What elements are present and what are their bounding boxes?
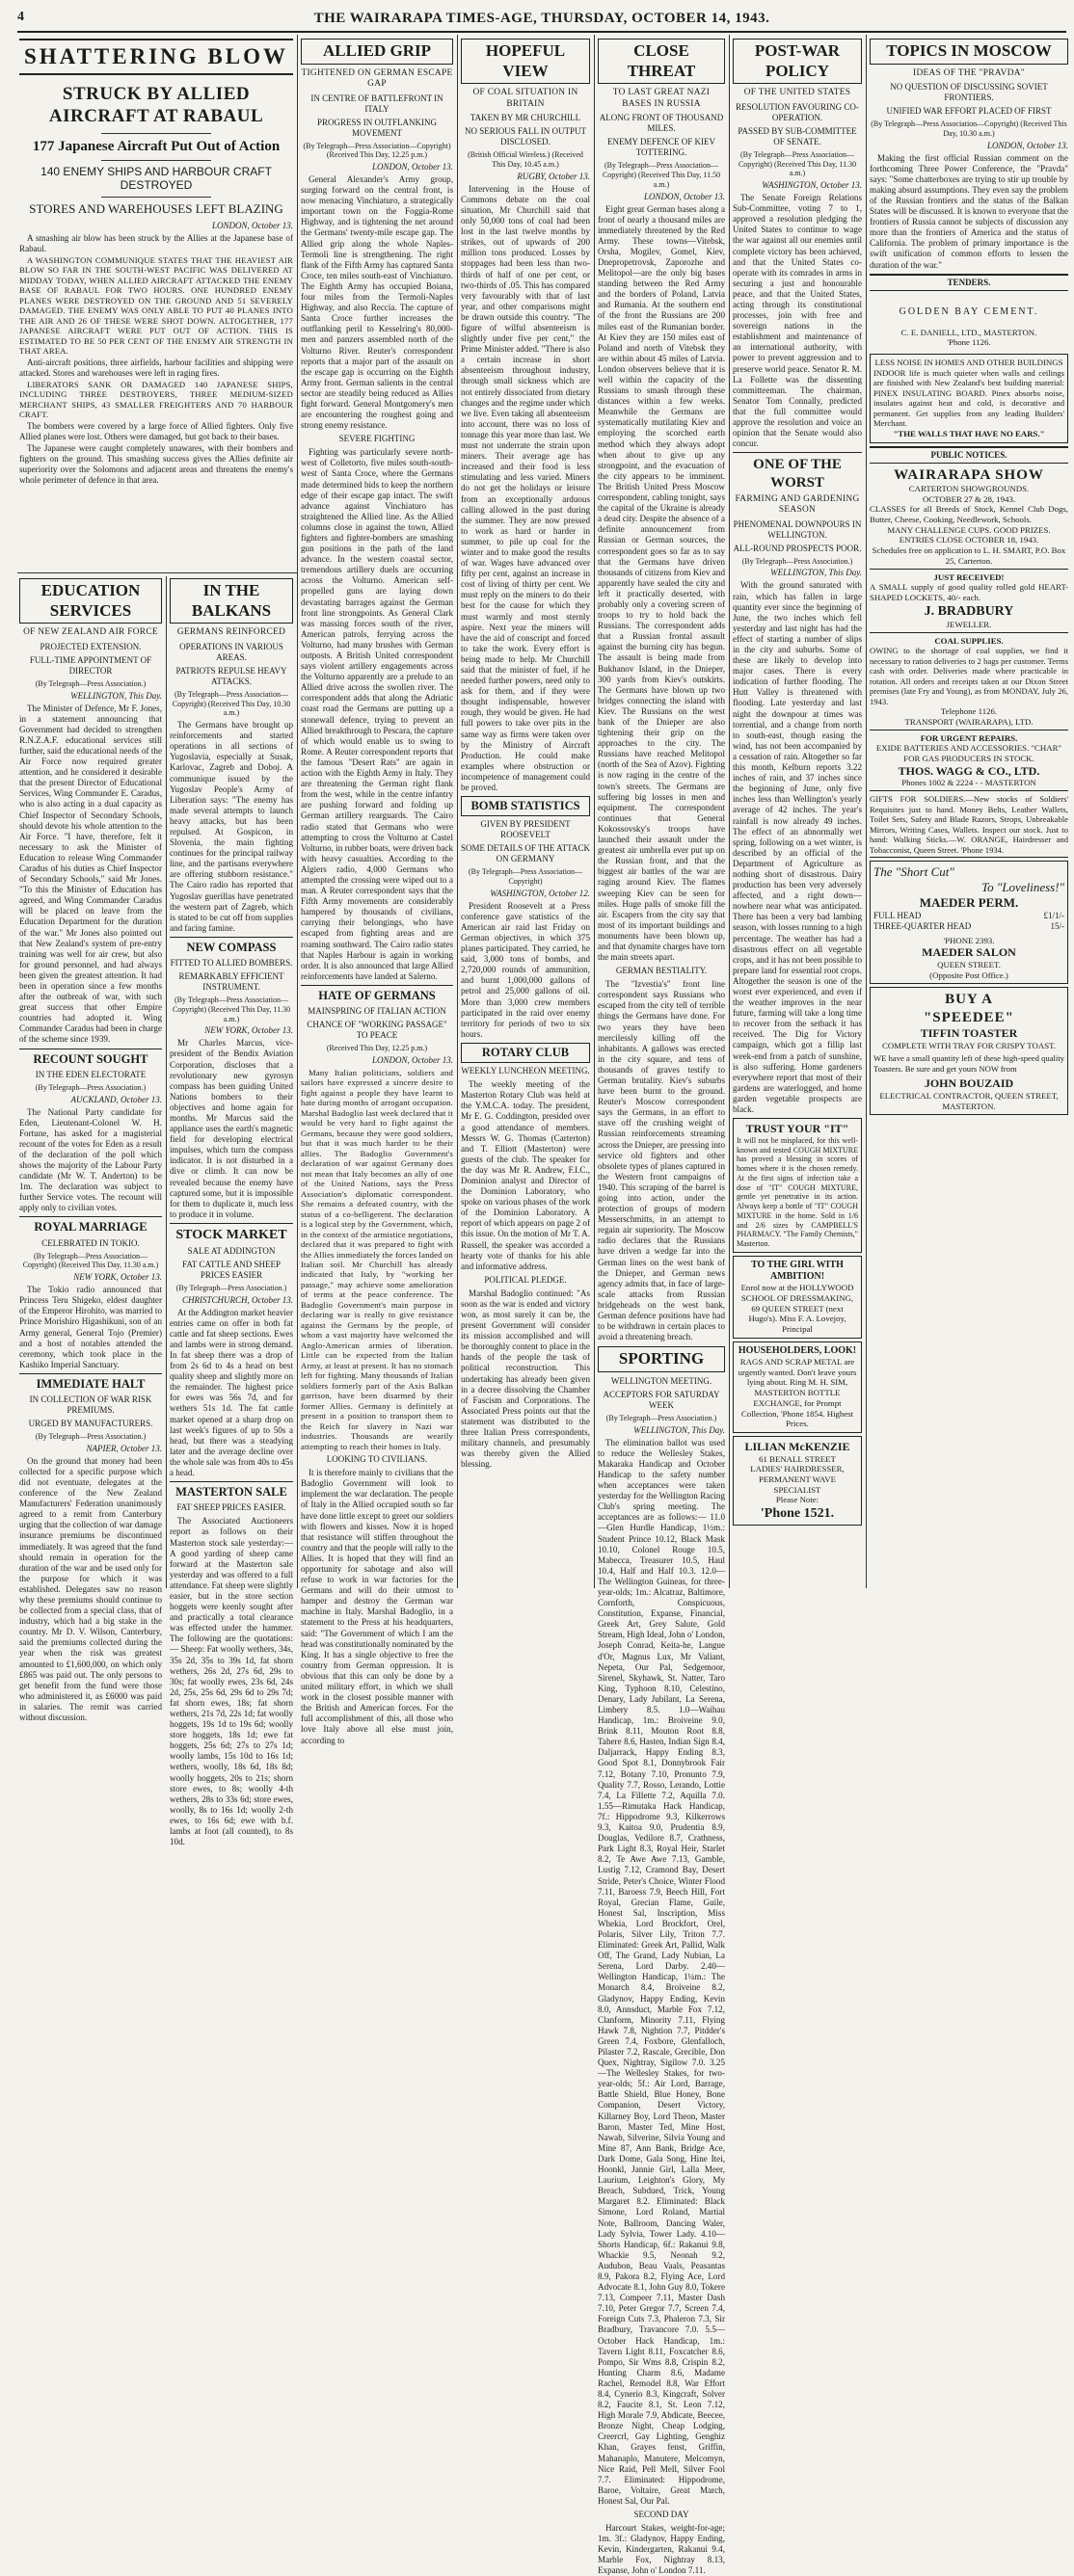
ad-title: TRUST YOUR "IT" bbox=[745, 1122, 849, 1136]
compass-headline: NEW COMPASS bbox=[170, 937, 293, 955]
dateline: LONDON, October 13. bbox=[371, 1054, 453, 1065]
sporting-headline: SPORTING bbox=[598, 1346, 725, 1372]
dateline: WELLINGTON, This Day. bbox=[633, 1424, 725, 1435]
dateline: WELLINGTON, This Day. bbox=[770, 568, 862, 578]
article-body: Intervening in the House of Commons debate on the coal situation, Mr Churchill said that only 50,000 tons of coal had been lost in the last twelve months by strikes, out of upwards of 200 million tons produced. Losses by stoppages had been less than two-thirds of half of one per cent, or two-thirds of .05. This has compared very favourably with that of last year, and other comparisons might be drawn outside this country. "The figure of wilful absenteeism is slightly under five per cent," the Prime Minister added. "There is also a certain increase in short absenteeism throughout industry, through small sickness which are not entirely dissociated from dietary changes and the regime under which we live. Even taking all absenteeism into account, there was no loss of tonnage this year more than last. We must not underrate the strain upon miners. Their average age has increased and their food is less stimulating and less varied. Miners do not get the holidays or leisure from an exceptionally arduous calling allowed in the past during the summer. They are now pressed to work as hard or harder in summer, to pile up coal for the winter and to make good the results of war. Wages have advanced over fifty per cent, against an increase in cost of living of thirty per cent. We must reply on the miners to do their best for the cause for which they must warmly and most sternly aspire. Next year the miners will have the aid of conscript and forced to take the work. Every effort is being made to help. Mr Churchill said that the minister of fuel, if he needed further powers, need only to ask for them, and if they were thought indispensable, however rough, they would be given. He had full powers to take over pits in the same way as firms were taken over by the Ministry of Aircraft Production. He could make examples where obstruction or incompetence of management could be proved. bbox=[461, 183, 590, 793]
post-war-deck: PASSED BY SUB-COMMITTEE OF SENATE. bbox=[738, 125, 857, 146]
masthead-title: THE WAIRARAPA TIMES-AGE, THURSDAY, OCTOBER 14, 1943. bbox=[313, 11, 770, 26]
credit-line: (By Telegraph—Press Association.) bbox=[35, 678, 147, 688]
article-body: With the ground saturated with rain, which has fallen in large quantity ever since the beginning of June, the two inches which fell yesterday and last night has had the effect of starting a number of slips in the city and suburbs. Some of these are likely to develop into major cases. There is every indication of further flooding. The Hutt Valley is threatened with flooding. Late yesterday and last night the downpour at times was torrential, and a change from north to south-east, though easing the wind, has not been accompanied by a cessation of rain. Altogether so far this month, Kelburn reports 3.22 inches of rain, and 37 inches since the beginning of June, only five inches less than Wellington's yearly average of 42 inches. The year's rainfall is now already 49 inches. The effect of an abnormally wet spring, following on a wet winter, is described by an official of the Department of Agriculture as nothing short of disastrous. Dairy production has been very adversely affected, and a right down—nowhere near what was anticipated. There has been a very bad lambing season, with losses running to a high percentage. The weather has had a disastrous effect on all vegetable crops, and it has not been possible to prepare land for essential root crops. Altogether the season is one of the worst ever experienced, and even if the weather improves in the near future, farming will take a long time to recover from the setback it has received. The Dig for Victory campaign, which got a fillip last week-end from a patch of sunshine, is also suffering. Home gardeners everywhere report that most of their gardens are waterlogged, and home garden vegetable prospects are black. bbox=[733, 580, 862, 1115]
credit-line: (By Telegraph—Press Association—Copyright) (Received This Day, 11.30 a.m.) bbox=[738, 149, 857, 178]
ad-name: LILIAN McKENZIE bbox=[744, 1439, 850, 1453]
sporting-deck: ACCEPTORS FOR SATURDAY WEEK bbox=[603, 1390, 720, 1410]
subheading: POLITICAL PLEDGE. bbox=[484, 1274, 567, 1285]
hate-germans-headline: HATE OF GERMANS bbox=[301, 985, 453, 1003]
show-cups: MANY CHALLENGE CUPS. GOOD PRIZES. bbox=[887, 524, 1051, 535]
allied-grip-headline: ALLIED GRIP bbox=[301, 39, 453, 65]
credit-line: (By Telegraph—Press Association—Copyright) (Received This Day, 11.50 a.m.) bbox=[602, 161, 721, 189]
education-deck: FULL-TIME APPOINTMENT OF DIRECTOR bbox=[29, 654, 152, 676]
article-body: General Alexander's Army group, surging forward on the central front, is now menacing Vinchiaturo, a strategically important town on the Foggia-Rome Highway, and is tightening the net around the Germans' twenty-mile escape gap. The Allied grip along the whole Naples-Termoli line is strengthening. The right flank of the Fifth Army has captured Santa Croce, ten miles south-east of Vinchiaturo. The Eighth Army has occupied Boiana, four miles from the Termoli-Naples Highway, and also Reccia. The capture of Santa Croce further increases the outflanking peril to Kesselring's 80,000-men and panzers assembled north of the Volturno River. Reuter's correspondent reports that a major part of the assault on the escape gap is occurring on the Eighth Army front. German salients in the central sector are steadily being reduced as Allies fight forward. General Montgomery's men are encountering the roughest going and strong enemy resistance. bbox=[301, 174, 453, 431]
subheading: GERMAN BESTIALITY. bbox=[615, 966, 708, 976]
tender-body: GOLDEN BAY CEMENT. bbox=[899, 305, 1039, 317]
post-war-headline: POST-WAR POLICY bbox=[733, 39, 862, 84]
show-entries: ENTRIES CLOSE OCTOBER 18, 1943. bbox=[899, 535, 1039, 545]
post-war-deck: RESOLUTION FAVOURING CO-OPERATION. bbox=[736, 101, 859, 122]
perm-ad bbox=[870, 861, 1068, 984]
article-body: The weekly meeting of the Masterton Rotary Club was held at the Y.M.C.A. today. The president, Mr E. G. Coddington, presided over a good attendance of members. Messrs W. G. Thomas (Carterton) and T. Elliott (Masterton) were guests of the club. The speaker for the day was Mr R. Andrew, F.I.C., Dominion analyst and Director of the Dominion Laboratory, who spoke on various phases of the work of the Dominion Laboratory. A report of which appears on page 2 of this issue. On the motion of Mr T. A. Russell, the speaker was accorded a hearty vote of thanks for his able and informative address. bbox=[461, 1079, 590, 1271]
article-body: The elimination ballot was used to reduce the Wellesley Stakes, Makaraka Handicap and October Handicap to the safety number when acceptances were taken yesterday for the Wellington Racing Club's spring meeting. The acceptances are as follows:— 11.0—Glen Hurdle Handicap, 1½m.: Student Prince 10.12, Black Mask 10.10, Colonel Rouge 10.5, Mabecca, Treasurer 10.5, Haul 10.4, Half and Half 10.3. 12.0—The Wellington Guineas, for three-year-olds; 1m.: Alcatraz, Baltimore, Cornforth, Conspicuous, Constitution, Expanse, Financial, Greek Art, Grey Salute, Gold Stream, High Ideal, John o' London, Joseph Conrad, Keita-he, Langue d'Or, Magnus Lux, Mr Valiant, Nepeta, Our Pal, Sedgemoor, Sirenel, Skyhawk, St. Natter, Taro King, Typhoon 8.10, Celestino, Denary, Lady Jubilant, La Serena, Limbery 8.5. 1.0—Waihau Handicap, 1m.: Broiveine 9.0, Brink 8.11, Mouton Root 8.8, Tahere 8.6, Hasten, Indian Sign 8.4, Daljarrack, Happy Ending 8.3, Good Spot 8.1, Donnybrook Fair 7.12, Botany 7.10, Pronunto 7.9, Quality 7.7, Rosso, Lerando, Lottie 7.4, La Fillette 7.2, Aquilla 7.0. 1.55—Rimutaka Hack Handicap, 7f.: Hippodrome 9.3, Kilkerrows 9.3, Kaitoa 9.0, Prudentia 8.9, Douglas, Vedilore 8.7, Crathness, Park Light 8.3, Royal Heir, Starlet 8.2, Te Awe Awe 7.13, Gamble, Lustig 7.12, Cramond Bay, Desert Stride, Peter's Choice, Winter Flood 7.11, Baroess 7.9, Beech Hill, Fort Royal, Grecian Flame, Guile, Honest Sal, Inscription, Miss Whekia, Lord Brockfort, Orel, Polaris, Silver Lily, Triton 7.7. Eliminated: Greek Art, Pallid, Walk Off, The Grand, Lady Nubian, La Serena, Lord Darby. 2.40—Wellington Handicap, 1¼m.: The Monarch 8.4, Broiveine 8.2, Gladynov, Happy Ending, Kevin 8.0, Annsduct, Marble Fox 7.12, Clanform, Minority 7.11, Flying Hawk 7.8, Nightion 7.7, Pitdder's Green 7.4, Foxbore, Glenfalloch, Pilaster 7.2, Rascale, Grecible, Don Quex, Nightray, Sigilow 7.0. 3.25—The Wellesley Stakes, for two-year-olds; 5f.: Air Lord, Barrage, Battle Shield, Blue Honey, Bone Companion, Desert Victory, Killarney Boy, Lord Theon, Master Baron, Master Ted, Mine Host, Nawab, Silverine, Silvia Young and Mine 87, Ann Bank, Bridge Ace, Dark Dome, Gala Song, Hine Itei, Hoonkl, Jannie Girl, Lalla Meer, Laurium, Leighton's Glory, My Breach, Subdued, Trick, Young Margaret 8.2. Eliminated: Black Simone, Lord Roland, Martial Note, Ballroom, Dancing Waler, Lady Sylvia, Tower Lady. 4.10—Shorts Handicap, 6f.: Rakanui 9.8, Whackie 9.5, Neonah 9.2, Audubon, Beau Vaals, Peasantas 8.9, Pakora 8.2, Flying Ace, Lord Advocate 8.1, John Guy 8.0, Tokere 7.13, Compeer 7.11, Master Dash 7.10, Peter Gregor 7.7, Screen 7.4, Foreign Cuts 7.3, Phaleron 7.3, Sir Bradbury, Travancore 7.0. 5.5—October Hack Handicap, 1m.: Tavern Light 8.11, Foxcatcher 8.6, Pompo, Sir Wms 8.8, Crispin 8.2, Hunting Charm 8.6, Madame Rachel, Remodel 8.8, War Effort 8.4, Cynerio 8.3, Kingcraft, Solver 8.2, Faucite 8.1, St. Leon 7.12, High Morale 7.9, Abdicate, Beecee, Bronze Night, Cheap Lodging, Creercrl, Gay Lighting, Genghiz Khan, Grayes fenst, Griffin, Mahanaplo, Manutere, Melcomyn, Nice Raid, Pell Mell, Silver Fool 7.7. Eliminated: Hippodrome, Baroe, Voltaire, Great March, Honest Sal, Our Pal. bbox=[598, 1437, 725, 2506]
column-rule bbox=[729, 35, 730, 1588]
credit-line: (By Telegraph—Press Association—Copyright) (Received This Day, 11.30 a.m.) bbox=[22, 1251, 159, 1270]
article-body: Mr Charles Marcus, vice-president of the Bendix Aviation Corporation, discloses that a revolutionary new gyrosyn compass has been guiding United Nations bombers to their objectives and home again for months. Mr Marcus said the appliance uses the earth's magnetic field for developing electrical impulses, which turn the compass indicator. It is not disturbed in a dive or climb. It can now be revealed because the enemy have captured some, but it is impossible for them to duplicate it, much less to produce it in volume. bbox=[170, 1038, 293, 1219]
ad-line: COMPLETE WITH TRAY FOR CRISPY TOAST. bbox=[881, 1040, 1057, 1050]
close-threat-headline: CLOSE THREAT bbox=[598, 39, 725, 84]
allied-grip-deck: TIGHTENED ON GERMAN ESCAPE GAP bbox=[301, 67, 453, 90]
dateline: LONDON, October 13. bbox=[643, 191, 725, 201]
dateline: NEW YORK, October 13. bbox=[204, 1025, 293, 1036]
balkans-deck: GERMANS REINFORCED bbox=[176, 627, 286, 638]
ad-street: QUEEN STREET. bbox=[937, 959, 1001, 969]
ad-line: "SPEEDEE" bbox=[923, 1009, 1014, 1025]
bomb-stats-deck: GIVEN BY PRESIDENT ROOSEVELT bbox=[480, 819, 571, 840]
topics-deck: NO QUESTION OF DISCUSSING SOVIET FRONTIERS. bbox=[890, 82, 1048, 103]
hopeful-view-deck: NO SERIOUS FALL IN OUTPUT DISCLOSED. bbox=[465, 126, 586, 147]
ad-name: J. BRADBURY bbox=[924, 603, 1014, 619]
education-deck: OF NEW ZEALAND AIR FORCE bbox=[23, 627, 158, 638]
rotary-headline: ROTARY CLUB bbox=[461, 1043, 590, 1063]
rotary-deck: WEEKLY LUNCHEON MEETING. bbox=[461, 1066, 590, 1076]
compass-deck: REMARKABLY EFFICIENT INSTRUMENT. bbox=[178, 971, 284, 993]
subheading: LOOKING TO CIVILIANS. bbox=[326, 1454, 428, 1465]
royal-marriage-deck: CELEBRATED IN TOKIO. bbox=[41, 1237, 140, 1248]
dateline: WASHINGTON, October 13. bbox=[762, 180, 862, 191]
article-body: The Minister of Defence, Mr F. Jones, in a statement announcing that Government had decided to strengthen R.N.Z.A.F. educational services still further, said the educational needs of the Air Force now required greater attention, and he considered it desirable that the present Director of Educational Services, Wing Commander E. Caradus, who is also acting in a dual capacity as Chief Inspector of Secondary Schools, should devote his whole attention to the Air Force. "I have, therefore, felt it necessary to ask the Minister of Education to release Wing Commander Caradus of his duties as Chief Inspector of Secondary Schools," said Mr Jones. "To this the Minister of Education has agreed, and Wing Commander Caradus will be placed on leave from the Education Department for the duration of the war." Mr Jones also pointed out that New Zealand's system of pre-entry training was well for air crew, but also for ground personnel, and had always been given the greatest attention. It had been in operation since a few months after the outbreak of war, with such great success that other Empire countries had adopted it. Wing Commander Caradus had been in charge of the scheme since 1939. bbox=[19, 703, 162, 1045]
article-body: At the Addington market heavier entries came on offer in both fat cattle and fat sheep sections. Ewes and lambs were in strong demand. In fat sheep there was a drop of from 2s 6d to 4s a head on best quality sheep and slightly more on the remainder. The highest price for ewes was 56s 7d, and for wethers 51s 1d. The fat cattle market opened at a sharp drop on last week's figures of up to 50s a head, but there was a steadying later and the average decline over the whole sale was from 40s to 45s a head. bbox=[170, 1307, 293, 1478]
close-threat-deck: TO LAST GREAT NAZI BASES IN RUSSIA bbox=[612, 88, 711, 109]
one-worst-deck: PHENOMENAL DOWNPOURS IN WELLINGTON. bbox=[733, 518, 862, 540]
lead-deck-1: 177 Japanese Aircraft Put Out of Action bbox=[32, 139, 281, 155]
column-4 bbox=[461, 39, 590, 1588]
toaster-ad bbox=[870, 987, 1068, 1115]
allied-grip-deck: IN CENTRE OF BATTLEFRONT IN ITALY bbox=[310, 93, 443, 114]
close-threat-deck: ENEMY DEFENCE OF KIEV TOTTERING. bbox=[607, 137, 715, 158]
education-headline: EDUCATION SERVICES bbox=[19, 578, 162, 624]
one-worst-deck: FARMING AND GARDENING SEASON bbox=[735, 493, 860, 516]
bomb-stats-headline: BOMB STATISTICS bbox=[461, 796, 590, 816]
lead-deck-3: STORES AND WAREHOUSES LEFT BLAZING bbox=[29, 200, 283, 216]
column-rule bbox=[297, 35, 298, 1588]
dateline: NAPIER, October 13. bbox=[86, 1443, 162, 1453]
dateline: LONDON, October 13. bbox=[986, 140, 1068, 150]
lead-dateline: LONDON, October 13. bbox=[211, 220, 293, 230]
credit-line: (By Telegraph—Press Association—Copyright) (Received This Day, 12.25 p.m.) bbox=[303, 141, 451, 160]
credit-line: (Received This Day, 12.25 p.m.) bbox=[326, 1044, 428, 1053]
one-worst-deck: ALL-ROUND PROSPECTS POOR. bbox=[733, 543, 862, 553]
ad-town: MASTERTON. bbox=[942, 1101, 996, 1111]
tender-firm: C. E. DANIELL, LTD., MASTERTON. bbox=[900, 327, 1037, 337]
ad-title: HOUSEHOLDERS, LOOK! bbox=[738, 1344, 857, 1356]
compass-deck: FITTED TO ALLIED BOMBERS. bbox=[170, 958, 293, 969]
column-5 bbox=[598, 39, 725, 2576]
dateline: WASHINGTON, October 12. bbox=[490, 888, 590, 898]
public-notices-heading: PUBLIC NOTICES. bbox=[870, 446, 1068, 464]
ad-body: A SMALL supply of good quality rolled gold HEART-SHAPED LOCKETS, 40/- each. bbox=[870, 582, 1068, 602]
price-label: FULL HEAD bbox=[873, 910, 922, 920]
masterton-sale-deck: FAT SHEEP PRICES EASIER. bbox=[176, 1502, 286, 1513]
dressmaking-ad bbox=[733, 1256, 862, 1339]
masthead bbox=[17, 10, 1066, 33]
close-threat-deck: ALONG FRONT OF THOUSAND MILES. bbox=[599, 113, 724, 134]
article-body: The National Party candidate for Eden, Lieutenant-Colonel W. H. Fortune, has asked for a magisterial recount of the votes for Eden as a result of the declaration of the poll which shows the majority of the Labour Party candidate (Mr W. T. Anderton) to be 1m. The declaration was subject to further Service votes. The recount will apply only to civilian votes. bbox=[19, 1106, 162, 1213]
lead-paragraph: The bombers were covered by a large force of Allied fighters. Only five Allied planes were lost. Others were damaged, but got back to their bases. bbox=[19, 420, 293, 442]
article-body: Harcourt Stakes, weight-for-age; 1m. 3f.: Gladynov, Happy Ending, Kevin, Kindergarten, Rakanui 9.4, Marble Fox, Nightray 8.13, Expanse, John o' London 7.11. bbox=[598, 2523, 725, 2576]
scrap-metal-ad bbox=[733, 1341, 862, 1433]
stock-market-headline: STOCK MARKET bbox=[170, 1223, 293, 1243]
allied-grip-deck: PROGRESS IN OUTFLANKING MOVEMENT bbox=[316, 117, 437, 138]
one-worst-headline: ONE OF THE WORST bbox=[733, 452, 862, 491]
immediate-halt-headline: IMMEDIATE HALT bbox=[19, 1373, 162, 1392]
recount-deck: IN THE EDEN ELECTORATE bbox=[35, 1069, 147, 1079]
credit-line: (By Telegraph—Press Association.) bbox=[35, 1082, 147, 1092]
ad-title: COAL SUPPLIES. bbox=[934, 635, 1004, 646]
lead-paragraph: A smashing air blow has been struck by the Allies at the Japanese base of Rabaul. bbox=[19, 232, 293, 253]
tender-ad bbox=[870, 294, 1068, 352]
show-title: WAIRARAPA SHOW bbox=[894, 466, 1044, 483]
price-label: THREE-QUARTER HEAD bbox=[873, 920, 972, 931]
ad-title: The "Short Cut" bbox=[873, 863, 954, 879]
lead-headline: STRUCK BY ALLIED AIRCRAFT AT RABAUL bbox=[48, 84, 264, 127]
hate-germans-deck: MAINSPRING OF ITALIAN ACTION bbox=[308, 1006, 446, 1017]
lead-paragraph: Anti-aircraft positions, three airfields, harbour facilities and shipping were attacked. Stores and warehouses were left in raging fires. bbox=[19, 357, 293, 378]
credit-line: (By Telegraph—Press Association.) bbox=[175, 1283, 287, 1292]
ad-address: 61 BENALL STREET bbox=[759, 1453, 836, 1464]
ad-body: INDOOR life is much quieter when walls and ceilings are finished with New Zealand's best building material: PINEX INSULATING BOARD. Pinex absorbs noise, insulates against heat and cold, is decorative and permanent. Get supplies from any leading Builders' Merchant. bbox=[873, 367, 1064, 429]
column-rule bbox=[594, 35, 595, 1588]
article-body: On the ground that money had been collected for a specific purpose which did not eventuate, delegates at the conference of the New Zealand Manufacturers' Federation unanimously agreed to a remit from Canterbury urging that the collection of war damage insurance premiums be discontinued immediately. It was agreed that the fund should remain in operation for the duration of the war and be used only for the purpose for which it was established. Delegates saw no reason why these premiums should continue to be collected from a special class, that of industry, which had a big stake in the country. Mr D. V. Wilson, Canterbury, said the premiums collected during the year when the risk was greatest amounted to £1,600,000, on which only £865 was paid out. The only persons to get benefit from the fund were those who administered it, as £6000 was paid in salaries. The remit was carried without discussion. bbox=[19, 1455, 162, 1722]
lead-kicker: SHATTERING BLOW bbox=[19, 39, 293, 75]
article-body: The Associated Auctioneers report as follows on their Masterton stock sale yesterday:—A good yarding of sheep came forward at the Masterton sale yesterday and was offered to a full attendance. Fat sheep were slightly easier, but in the store section hoggets were keenly sought after and practically a total clearance was effected under the hammer. The following are the quotations:— Sheep: Fat woolly wethers, 34s, 35s 2d, 35s to 39s 1d, fat shorn wethers, 26s 2d, 27s 6d, 29s to 30s; fat woolly ewes, 23s 6d, 24s 2d, 25s, 25s 6d, 29s 6d to 29s 7d; fat shorn ewes, 18s; fat shorn wethers, 21s 7d, 22s 1d; fat woolly hoggets, 19s 1d to 19s 6d; woolly store hoggets, 18s 1d; ewe fat hoggets, 25s 6d; 27s to 27s 1d; woolly lambs, 15s 10d to 16s 1d; wethers, woolly, 18s 6d, 18s 8d; woolly hoggets, 20s to 21s; shorn store ewes, to 8s; woolly 4-th wethers, 28s to 33s 6d; store ewes, woolly, 8s to 16s 1d; woolly 2-th ewes, to 16s 6d; ewe with b.f. lambs at foot (all counted), to 8s 10d. bbox=[170, 1516, 293, 1847]
pinex-ad bbox=[870, 354, 1068, 442]
article-body: Many Italian politicians, soldiers and sailors have expressed a sincere desire to fight against a people they have learnt to hate during months of arrogant occupation. Marshal Badoglio last week declared that it would be very hard to fight against the Germans, because they were good soldiers, but that it was much harder to be their allies. The Badoglio Government's declaration of war against Germany does not mean that Italy becomes an ally of one of the United Nations, says the Press Association's diplomatic correspondent. She remains a defeated country, with the status of a co-belligerent. The declaration is a logical step by the Government, which, in the context of the armistice negotiations, declared that it was prepared to fight with the Allies immediately the forces landed on Italian soil. Mr Churchill has already indicated that Italy, by "working her passage," may achieve some amelioration of terms at the peace conference. The Badoglio Government's main purpose in declaring war is really to give resistance against the Germans by the people, of whom a vast majority have welcomed the Anglo-American armies of liberation. Little can be expected from the Italian Army, at least at present. It has no stomach left for fighting. Many thousands of Italian soldiers formerly part of the Axis Balkan garrison, have been disarmed by their former Allies. Germany is definitely at present in a position to transport them to the Reich for slavery in Nazi war industries. Thousands are wearily attempting to reach their homes in Italy. bbox=[301, 1067, 453, 1451]
article-body: The Tokio radio announced that Princess Teru Shigeko, eldest daughter of the Emperor Hirohito, was married to Prince Morishiro Higashikuni, son of an Army general, General Tojo (Premier) and a host of notables attended the ceremony, which took place in the Kashiko Imperial Sanctuary. bbox=[19, 1285, 162, 1369]
ad-role: ELECTRICAL CONTRACTOR, QUEEN STREET, bbox=[879, 1090, 1059, 1101]
masterton-sale-headline: MASTERTON SALE bbox=[170, 1481, 293, 1500]
ad-body: RAGS AND SCRAP METAL are urgently wanted. Don't leave yours lying about. Ring M. H. SIM, MASTERTON BOTTLE EXCHANGE, for Prompt Collection, 'Phone 1854. Highest Prices. bbox=[738, 1356, 857, 1429]
dateline: RUGBY, October 13. bbox=[517, 171, 590, 181]
page-number: 4 bbox=[17, 10, 24, 24]
dateline: AUCKLAND, October 13. bbox=[70, 1094, 162, 1104]
post-war-deck: OF THE UNITED STATES bbox=[743, 88, 851, 98]
dateline: WELLINGTON, This Day. bbox=[70, 690, 162, 701]
tenders-heading: TENDERS. bbox=[870, 274, 1068, 291]
ad-phone: Phones 1002 & 2224 - - MASTERTON bbox=[870, 778, 1068, 791]
ad-title: To "Loveliness!" bbox=[981, 879, 1064, 894]
ad-title: TO THE GIRL WITH AMBITION! bbox=[751, 1259, 844, 1282]
credit-line: (By Telegraph—Press Association.) bbox=[741, 556, 853, 566]
tender-phone: 'Phone 1126. bbox=[947, 337, 991, 348]
hopeful-view-deck: OF COAL SITUATION IN BRITAIN bbox=[472, 88, 578, 109]
stock-market-deck: SALE AT ADDINGTON bbox=[187, 1245, 276, 1256]
hopeful-view-deck: TAKEN BY MR CHURCHILL bbox=[470, 113, 581, 123]
price-row bbox=[873, 921, 1064, 932]
balkans-deck: OPERATIONS IN VARIOUS AREAS. bbox=[179, 641, 283, 662]
subheading: SECOND DAY bbox=[633, 2510, 689, 2520]
ad-title: LESS NOISE IN HOMES AND OTHER BUILDINGS bbox=[874, 358, 1063, 368]
price-row bbox=[873, 911, 1064, 921]
ad-opp: (Opposite Post Office.) bbox=[929, 969, 1008, 980]
credit-line: (By Telegraph—Press Association—Copyright) (Received This Day, 10.30 a.m.) bbox=[172, 689, 291, 718]
sporting-deck: WELLINGTON MEETING. bbox=[610, 1376, 712, 1387]
topics-deck: UNIFIED WAR EFFORT PLACED OF FIRST bbox=[886, 106, 1052, 117]
ad-body: OWING to the shortage of coal supplies, we find it necessary to ration deliveries to 2 bags per customer. Terms cash with order. Deliveries made where practicable in rotation. All orders and receipts taken at our Dixon Street premises (late Fry and Young), as from MONDAY, July 26, 1943. bbox=[870, 646, 1068, 706]
article-body: It is therefore mainly to civilians that the Badoglio Government will look to implement the war declaration. The people of Italy in the Allied occupied south so far have done little except to greet our soldiers with flowers and kisses. Now it is hoped that resistance will stiffen throughout the country and that the people will rally to the Allies. It is hoped that they will find an opportunity for sabotage and also will refuse to work in war factories for the Germans and will do their utmost to hamper and destroy the German war machine in Italy. Marshal Badoglio, in a statement to the Press at his headquarters, said: "The Government of which I am the head was constitutionally nominated by the King. It has a single objective to free the country from German oppression. It is obvious that this can only be done by a united military effort, in which we shall work in the closest possible manner with the British and American forces. For the full accomplishment of this, all those who love Italy above all else must join, according to bbox=[301, 1468, 453, 1745]
column-7 bbox=[870, 39, 1068, 1588]
ad-title: JUST RECEIVED! bbox=[933, 571, 1005, 582]
column-6 bbox=[733, 39, 862, 1588]
section-rule bbox=[17, 572, 297, 573]
ad-body: WE have a small quantity left of these high-speed quality Toasters. Be sure and get yours NOW from bbox=[873, 1053, 1064, 1074]
ad-phone: 'Phone 1521. bbox=[760, 1506, 835, 1522]
balkans-headline: IN THE BALKANS bbox=[170, 578, 293, 624]
immediate-halt-deck: URGED BY MANUFACTURERS. bbox=[28, 1419, 153, 1429]
lead-paragraph: LIBERATORS SANK OR DAMAGED 140 JAPANESE SHIPS, INCLUDING THREE DESTROYERS, THREE MEDIUM-SIZED MERCHANT SHIPS, 43 SMALLER FREIGHTERS AND 70 HARBOUR CRAFT. bbox=[19, 379, 293, 420]
education-deck: PROJECTED EXTENSION. bbox=[40, 641, 142, 651]
immediate-halt-deck: IN COLLECTION OF WAR RISK PREMIUMS. bbox=[29, 1394, 152, 1416]
ad-line: Please Note: bbox=[775, 1495, 819, 1505]
ad-phone: 'PHONE 2393. bbox=[943, 935, 995, 945]
balkans-deck: PATRIOTS REPULSE HEAVY ATTACKS. bbox=[175, 665, 287, 686]
credit-line: (By Telegraph—Press Association—Copyright) (Received This Day, 11.30 a.m.) bbox=[172, 996, 291, 1023]
ad-body: EXIDE BATTERIES AND ACCESSORIES. "CHAR" FOR GAS PRODUCERS IN STOCK. bbox=[875, 743, 1062, 764]
show-place: CARTERTON SHOWGROUNDS. bbox=[908, 483, 1030, 493]
column-rule bbox=[866, 35, 867, 1588]
ad-firm: JOHN BOUZAID bbox=[924, 1076, 1014, 1091]
stock-market-deck: FAT CATTLE AND SHEEP PRICES EASIER bbox=[182, 1259, 281, 1280]
column-1 bbox=[19, 578, 162, 1722]
credit-line: (British Official Wireless.) (Received This Day, 10.45 a.m.) bbox=[468, 150, 583, 170]
article-body: The "Izvestia's" front line correspondent says Russians who escaped from the city tell of terrible things the Germans have done. For two years they have been mercilessly killing off the inhabitants. A gallows was erected in the city square, and tens of thousands of graves testify to German brutality. Kiev's suburbs have been burnt to the ground. Reuter's Moscow correspondent says the Germans, in an effort to stave off the crushing weight of Russian reinforcements streaming across the Dnieper, are pressing into service old fighters and other obsolete types of planes captured in the Western front campaigns of 1940. This scraping of the barrel is going into action, under the protection of groups of modern Messerschmitts, in an attempt to regain air superiority. The Moscow radio declares that the Russians have driven a wedge far into the German lines on the west bank of the Dnieper, and German news agency admits that, in face of large-scale attacks from Russian bridgeheads on the west bank, German defence positions have had to be withdrawn in certain places to avoid a threatening breach. bbox=[598, 979, 725, 1342]
ad-title: FOR URGENT REPAIRS. bbox=[920, 732, 1018, 743]
ad-phone: Telephone 1126. bbox=[940, 706, 998, 717]
lead-article bbox=[19, 39, 293, 571]
column-rule bbox=[166, 576, 167, 1588]
article-body: President Roosevelt at a Press conference gave statistics of the American air raid last Friday on German objectives, in which 375 planes participated. They carried, he said, 3,000 tons of bombs, and 2,720,000 rounds of ammunition, and burnt 1,000,000 gallons of petrol and 25,000 gallons of oil. More than 3,000 crew members participated in the raid over enemy territory for periods of two to six hours. bbox=[461, 900, 590, 1039]
article-body: Eight great German bases along a front of nearly a thousand miles are immediately threatened by the Red Army. These towns—Vitebsk, Orsha, Mogilev, Gomel, Kiev, Dnepropetrovsk, Zaporozhe and Melitopol—are the only big bases standing between the Red Army and the borders of Poland, Latvia and Rumania. At the southern end of the front the Russians are 200 miles east of the Rumanian border. At Kiev they are 150 miles east of Poland and north of Vitebsk they are within about 45 miles of Latvia. London observers believe that it is well within the capacity of the Russians to smash through these distances within a few weeks. Meanwhile the Germans are systematically mutilating Kiev and employing the scorched earth method which they always adopt when about to give up any strongpoint, and the evacuation of the city appears to be imminent. The British United Press Moscow correspondent, cabling tonight, says the capital of the Ukraine is already a dead city. Despite the absence of a definite announcement from Russian or German sources, the correspondent goes so far as to say that the Germans have driven thousands of citizens from Kiev and apparently have sealed the city and left it practically deserted, with probably only a covering screen of troops to try to hold back the Russians. The correspondent adds that a Russian frontal assault against the burning city has begun. The assault is being made from Bukhanov Island, in the Dnieper, 300 yards from Kiev's outskirts. The Germans have blown up two bridges connecting the island with Kiev. The Russians on the west bank of the Dnieper are also tightening their grip on the approaches to the city. The Russians have reached Melitopol (north of the Sea of Azov). Fighting is now raging in the centre of the town's streets. The Germans are suffering big losses in men and equipment. The correspondent continues that General Kokossovsky's troops have launched their assault under the greatest air umbrella ever put up on the Russian front, and that the biggest air battles of the war are raging around Kiev. The flames sweeping Kiev can be seen for miles. Huge palls of smoke fill the air. Escapers from the city say that most of its important buildings and monuments have been blown up, and that dynamite charges have torn the main streets apart. bbox=[598, 203, 725, 963]
ad-firm: TRANSPORT (WAIRARAPA), LTD. bbox=[870, 717, 1068, 730]
ad-firm: THOS. WAGG & CO., LTD. bbox=[898, 763, 1040, 778]
subheading: SEVERE FIGHTING bbox=[338, 434, 416, 444]
column-3 bbox=[301, 39, 453, 1745]
credit-line: (By Telegraph—Press Association.) bbox=[35, 1432, 147, 1442]
lead-paragraph: A WASHINGTON COMMUNIQUE STATES THAT THE HEAVIEST AIR BLOW SO FAR IN THE SOUTH-WEST PACIFIC WAS DELIVERED AT MIDDAY TODAY, WHEN ALLIED AIRCRAFT ATTACKED THE ENEMY BASE OF RABAUL FOR TWO HOURS. ONE HUNDRED ENEMY PLANES WERE DESTROYED ON THE GROUND AND 51 SEVERELY DAMAGED. THE ENEMY WAS ONLY ABLE TO PUT 40 PLANES INTO THE AIR AND 26 OF THESE WERE SHOT DOWN. ALTOGETHER, 177 JAPANESE AIRCRAFT WERE PUT OUT OF ACTION. THIS IS ESTIMATED TO BE 50 PER CENT OF THE ENEMY AIR STRENGTH IN THAT AREA. bbox=[19, 254, 293, 357]
ad-line: LADIES' HAIRDRESSER, PERMANENT WAVE SPECIALIST bbox=[750, 1464, 845, 1495]
show-date: OCTOBER 27 & 28, 1943. bbox=[922, 493, 1016, 504]
ad-tag: "THE WALLS THAT HAVE NO EARS." bbox=[893, 428, 1045, 438]
show-schedules: Schedules free on application to L. H. SMART, P.O. Box 25, Carterton. bbox=[870, 545, 1068, 569]
dateline: NEW YORK, October 13. bbox=[73, 1272, 162, 1283]
hate-germans-deck: CHANCE OF "WORKING PASSAGE" TO PEACE bbox=[307, 1020, 447, 1041]
article-body: Marshal Badoglio continued: "As soon as the war is ended and victory won, as most surely it can be, the present Government will consider its mission accomplished and will be thoroughly content to place in the hands of the people the task of political reconstruction. This undertaking has already been given in a decree dissolving the Chamber of Fascism and Corporations. The Associated Press points out that the statement was distributed to the three Italian Press correspondents, military channels, and presumably was thereby given the Allied blessing. bbox=[461, 1288, 590, 1470]
article-body: The Germans have brought up reinforcements and started operations in all sections of Yugoslavia, especially at Susak, Karlovac, Zagreb and Doboj. A communique issued by the Yugoslav People's Army of Liberation says: "The enemy has made several attempts to launch heavy attacks, but has been repulsed. At Gospicon, in Slovenia, the main fighting continues for the principal railway line, and the partisans everywhere are offering stubborn resistance." The Cairo radio has reported that Yugoslav guerillas have penetrated the western part of Zagreb, which is stated to be cut off from supplies and facing famine. bbox=[170, 720, 293, 933]
lead-deck-2: 140 ENEMY SHIPS AND HARBOUR CRAFT DESTROYED bbox=[40, 164, 272, 193]
article-body: Fighting was particularly severe north-west of Colletorto, five miles south-south-west of Santa Croce, where the Germans made determined bids to keep the northern edge of their escape gap intact. The swift advance against Vinchiaturo has straightened the Allied line. As the Allied columns close in against the town, Allied fighters and fighter-bombers are smashing gun positions in the path of the land advance. In the western coastal sector, tremendous artillery duels are occurring across the Volturno. American self-propelled guns are laying down devastating barrages against the German front line strongpoints. As General Clark was massing forces south of the river, American patrols, ferrying across the Volturno, had many brushes with German outposts. A British United correspondent says violent artillery engagements across the Volturno apparently are a prelude to an Allied drive across the swollen river. The correspondent adds that along the Adriatic coast road the Germans are putting up a stonewall defence, trying to prevent an Allied breakthrough to Pescara, the capture of which would enable us to swing to Rome. A Reuter correspondent reports that the famous "Desert Rats" are again in action with the Eighth Army in Italy. They are threatening the German right flank from the west, while in the centre infantry are pushing forward and folding up German artillery rearguards. The Cairo radio stated that Germans who were attempting to cross the Volturno at Castel Volturno, in rubber boats, were driven back with heavy casualties. According to the Algiers radio, 4,000 Germans who attempted the crossing were wiped out to a man. A Reuter correspondent says that the Fifth Army movements are considerably hampered by thousands of civilians, carrying their belongings, who have escaped from fighting areas and are roaming southward. The Cairo radio states that Naples Harbour is again in working order. It is also announced that large Allied reinforcements have landed at Salerno. bbox=[301, 447, 453, 981]
column-rule bbox=[457, 35, 458, 1588]
royal-marriage-headline: ROYAL MARRIAGE bbox=[19, 1216, 162, 1235]
dateline: LONDON, October 13. bbox=[371, 162, 453, 173]
credit-line: (By Telegraph—Press Association.) bbox=[605, 1413, 717, 1422]
show-body: CLASSES for all Breeds of Stock, Kennel Club Dogs, Butter, Cheese, Cooking, Needlework, Schools. bbox=[870, 504, 1068, 524]
bomb-stats-deck: SOME DETAILS OF THE ATTACK ON GERMANY bbox=[461, 843, 590, 864]
cough-mixture-ad bbox=[733, 1118, 862, 1253]
topics-deck: IDEAS OF THE "PRAVDA" bbox=[913, 67, 1025, 78]
hopeful-view-headline: HOPEFUL VIEW bbox=[461, 39, 590, 84]
credit-line: (By Telegraph—Press Association—Copyright) (Received This Day, 10.30 a.m.) bbox=[871, 120, 1067, 138]
ad-line: TIFFIN TOASTER bbox=[920, 1025, 1018, 1040]
article-body: The Senate Foreign Relations Sub-Committee, voting 7 to 1, approved a resolution pledging the United States to continue to wage the war against all our enemies until complete victory has been achieved, and that the United States co-operate with its comrades in arms in securing a just and honourable peace, and that the United States, acting through its constitutional processes, join with free and sovereign nations in the establishment and maintenance of an international authority, with power to prevent aggression and to preserve world peace. Senator R. M. La Follette was the dissenting committeeman. The chairman, Senator Tom Connally, predicted that the full committee would approve the resolution and voice an opinion that the Senate would also concur. bbox=[733, 193, 862, 449]
ad-line: BUY A bbox=[945, 992, 993, 1008]
lead-paragraph: The Japanese were caught completely unawares, with their bombers and fighters on the ground. This smashing success gives the Allies definite air superiority over the Solomons and adjacent areas and threatens the enemy's whole perimeter of defence in that area. bbox=[19, 443, 293, 486]
price-value: £1/1/- bbox=[1043, 910, 1064, 920]
ad-name: MAEDER PERM. bbox=[919, 894, 1019, 910]
recount-headline: RECOUNT SOUGHT bbox=[19, 1049, 162, 1067]
price-value: 15/- bbox=[1050, 920, 1064, 931]
ad-role: JEWELLER. bbox=[870, 620, 1068, 633]
dateline: CHRISTCHURCH, October 13. bbox=[182, 1294, 293, 1305]
ad-salon: MAEDER SALON bbox=[922, 945, 1016, 960]
column-2 bbox=[170, 578, 293, 1847]
topics-headline: TOPICS IN MOSCOW bbox=[870, 39, 1068, 65]
hairdresser-ad bbox=[733, 1436, 862, 1526]
article-body: Making the first official Russian comment on the forthcoming Three Power Conference, the "Pravda" says: "Some chatterboxes are trying to stir up trouble by making absurd assumptions. They even say the problem of the Russian frontiers and the status of the Balkan States will be discussed. It is known to everyone that the frontiers of Russia cannot be subjects of discussion any more than the frontiers of America and the status of California. The problem of primary importance is the swift unification of common efforts to lessen the duration of the war." bbox=[870, 152, 1068, 270]
ad-body: It will not be misplaced, for this well-known and tested COUGH MIXTURE has proved a blessing in scores of homes where it is the chosen remedy. At the first signs of infection take a dose of "IT" COUGH MIXTURE, gentle yet penetrative in its action. Always keep a bottle of "IT" COUGH MIXTURE in the home. Sold in 1/6 and 2/6 sizes by CAMPBELL'S PHARMACY. "The Family Chemists," Masterton. bbox=[737, 1135, 858, 1248]
gifts-ad: GIFTS FOR SOLDIERS.—New stocks of Soldiers' Requisites just to hand. Money Belts, Leather Wallets, Toilet Sets, Safety and Blade Razors, Strops, Unbreakable Mirrors, Writing Cases, Wallets. Inspect our stock. Just to hand: Walking Sticks.—W. ORANGE, Hairdresser and Tobacconist, Queen Street. 'Phone 1934. bbox=[870, 794, 1068, 858]
ad-body: Enrol now at the HOLLYWOOD SCHOOL OF DRESSMAKING, 69 QUEEN STREET (next Hugo's). Miss F. A. Lovejoy, Principal bbox=[740, 1283, 854, 1334]
credit-line: (By Telegraph—Press Association—Copyright) bbox=[469, 867, 582, 886]
